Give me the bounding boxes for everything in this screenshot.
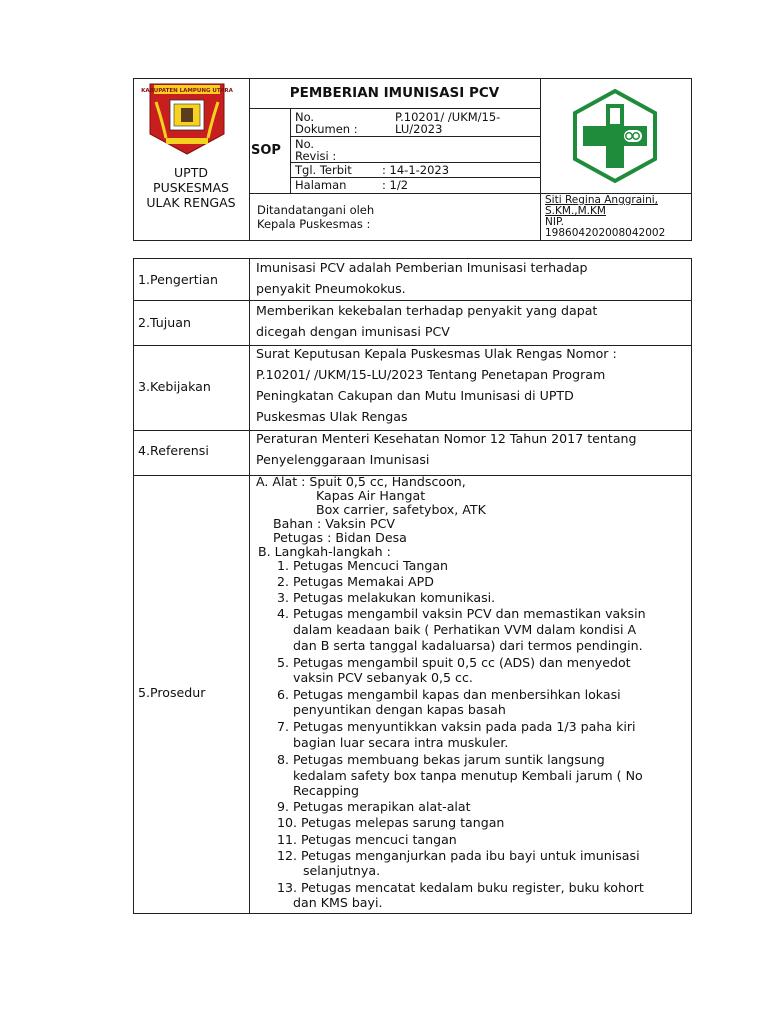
pengertian-line-1: Imunisasi PCV adalah Pemberian Imunisasi terhadap <box>256 260 588 275</box>
referensi-line-2: Penyelenggaraan Imunisasi <box>256 452 430 467</box>
halaman-label: Halaman <box>295 178 347 192</box>
kabupaten-logo <box>141 82 233 157</box>
step-9: 9. Petugas merapikan alat-alat <box>277 799 471 814</box>
alat-line-2: Kapas Air Hangat <box>316 488 426 503</box>
rev-label-1: No. <box>295 137 315 151</box>
kebijakan-line-3: Peningkatan Cakupan dan Mutu Imunisasi di UPTD <box>256 388 574 403</box>
terbit-value: : 14-1-2023 <box>382 163 450 177</box>
org-line-2: PUSKESMAS <box>153 180 229 195</box>
step-11: 11. Petugas mencuci tangan <box>277 832 457 847</box>
title-underline <box>249 108 540 109</box>
kebijakan-label: 3.Kebijakan <box>138 379 211 394</box>
step-5-line-1: 5. Petugas mengambil spuit 0,5 cc (ADS) dan menyedot <box>277 655 631 670</box>
pengertian-label: 1.Pengertian <box>138 272 218 287</box>
tujuan-line-1: Memberikan kekebalan terhadap penyakit yang dapat <box>256 303 598 318</box>
kebijakan-line-2: P.10201/ /UKM/15-LU/2023 Tentang Penetapan Program <box>256 367 606 382</box>
step-4-line-2: dalam keadaan baik ( Perhatikan VVM dalam kondisi A <box>293 622 637 637</box>
step-6-line-1: 6. Petugas mengambil kapas dan menbersihkan lokasi <box>277 687 621 702</box>
nip-value: 198604202008042002 <box>545 227 666 239</box>
step-12-line-2: selanjutnya. <box>303 863 381 878</box>
header-divider-right <box>540 78 541 241</box>
puskesmas-logo <box>572 88 658 184</box>
logo-banner-text: KABUPATEN LAMPUNG UTARA <box>141 88 233 94</box>
kebijakan-line-1: Surat Keputusan Kepala Puskesmas Ulak Rengas Nomor : <box>256 346 617 361</box>
step-13-line-2: dan KMS bayi. <box>293 895 383 910</box>
sop-label: SOP <box>251 143 281 158</box>
signer-name-2: S.KM.,M.KM <box>545 205 606 217</box>
alat-line-1: A. Alat : Spuit 0,5 cc, Handscoon, <box>256 474 466 489</box>
step-1: 1. Petugas Mencuci Tangan <box>277 558 449 573</box>
alat-line-3: Box carrier, safetybox, ATK <box>316 502 486 517</box>
org-line-3: ULAK RENGAS <box>146 195 236 210</box>
bahan-line: Bahan : Vaksin PCV <box>273 516 395 531</box>
step-2: 2. Petugas Memakai APD <box>277 574 434 589</box>
rev-label-2: Revisi : <box>295 149 337 163</box>
nip-label: NIP. <box>545 216 564 228</box>
step-6-line-2: penyuntikan dengan kapas basah <box>293 702 506 717</box>
step-13-line-1: 13. Petugas mencatat kedalam buku register, buku kohort <box>277 880 644 895</box>
prosedur-label: 5.Prosedur <box>138 685 206 700</box>
signer-name-1: Siti Regina Anggraini, <box>545 194 658 206</box>
pengertian-line-2: penyakit Pneumokokus. <box>256 281 406 296</box>
tujuan-label: 2.Tujuan <box>138 315 191 330</box>
step-4-line-1: 4. Petugas mengambil vaksin PCV dan memastikan vaksin <box>277 606 646 621</box>
step-10: 10. Petugas melepas sarung tangan <box>277 815 505 830</box>
row-line-1 <box>290 136 540 137</box>
doc-no-label-2: Dokumen : <box>295 122 358 136</box>
kebijakan-line-4: Puskesmas Ulak Rengas <box>256 409 408 424</box>
step-8-line-2: kedalam safety box tanpa menutup Kembali jarum ( No <box>293 768 643 783</box>
petugas-line: Petugas : Bidan Desa <box>273 530 407 545</box>
terbit-label: Tgl. Terbit <box>295 163 352 177</box>
step-7-line-1: 7. Petugas menyuntikkan vaksin pada pada 1/3 paha kiri <box>277 719 636 734</box>
org-line-1: UPTD <box>174 165 208 180</box>
step-5-line-2: vaksin PCV sebanyak 0,5 cc. <box>293 670 473 685</box>
step-7-line-2: bagian luar secara intra muskuler. <box>293 735 509 750</box>
signed-line-1: Ditandatangani oleh <box>257 203 375 217</box>
header-divider-left <box>249 78 250 241</box>
referensi-label: 4.Referensi <box>138 443 209 458</box>
sop-divider <box>290 108 291 194</box>
step-8-line-1: 8. Petugas membuang bekas jarum suntik langsung <box>277 752 605 767</box>
doc-no-value-2: LU/2023 <box>395 122 443 136</box>
page-title: PEMBERIAN IMUNISASI PCV <box>289 85 500 101</box>
step-8-line-3: Recapping <box>293 783 360 798</box>
langkah-heading: B. Langkah-langkah : <box>258 544 391 559</box>
tujuan-line-2: dicegah dengan imunisasi PCV <box>256 324 450 339</box>
table-col-divider <box>249 258 250 914</box>
halaman-value: : 1/2 <box>382 178 409 192</box>
step-12-line-1: 12. Petugas menganjurkan pada ibu bayi untuk imunisasi <box>277 848 640 863</box>
step-4-line-3: dan B serta tanggal kadaluarsa) dari termos pendingin. <box>293 638 643 653</box>
step-3: 3. Petugas melakukan komunikasi. <box>277 590 496 605</box>
doc-no-label-1: No. <box>295 110 315 124</box>
signed-line-2: Kepala Puskesmas : <box>257 217 371 231</box>
doc-no-value-1: P.10201/ /UKM/15- <box>395 110 501 124</box>
referensi-line-1: Peraturan Menteri Kesehatan Nomor 12 Tahun 2017 tentang <box>256 431 637 446</box>
